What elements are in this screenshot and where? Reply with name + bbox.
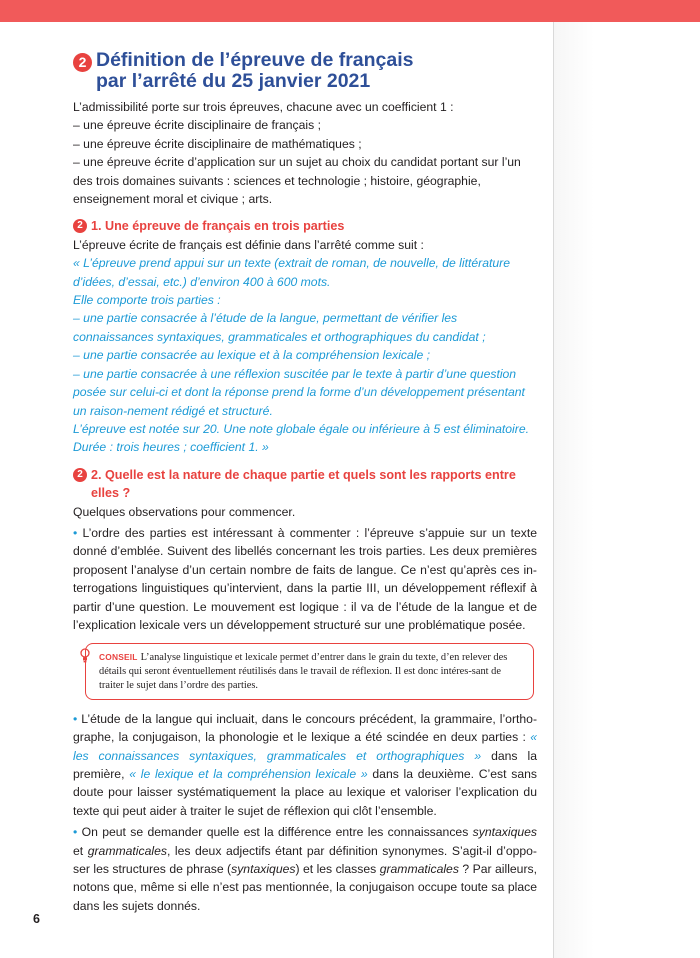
arrete-quote — [73, 254, 537, 456]
quote-line: L’épreuve est notée sur 20. Une note globale égale ou inférieure à 5 est éliminatoire. — [73, 421, 529, 436]
intro-line: – une épreuve écrite d’application sur un sujet au choix du candidat portant sur l’un des trois domaines suivants : sciences et technologie ; histoire, géographie, enseignement moral et civique ; arts. — [73, 155, 521, 207]
intro-line: – une épreuve écrite disciplinaire de mathématiques ; — [73, 136, 362, 151]
paragraph-text: et — [73, 843, 88, 858]
subsection-heading-text: 1. Une épreuve de français en trois parties — [91, 219, 345, 234]
paragraph-syntaxiques — [73, 823, 537, 915]
paragraph-text: dans la première, — [73, 748, 537, 781]
section-title-line2: par l’arrêté du 25 janvier 2021 — [96, 70, 371, 92]
paragraph-text: On peut se demander quelle est la différence entre les connaissances — [81, 825, 473, 840]
page-number: 6 — [33, 912, 40, 926]
subsection-heading-text: 2. Quelle est la nature de chaque partie et quels sont les rapports entre elles ? — [91, 467, 516, 501]
intro-line: L’admissibilité porte sur trois épreuves, chacune avec un coefficient 1 : — [73, 100, 454, 114]
subsection-heading-2 — [73, 466, 537, 503]
section-title-line1: Définition de l’épreuve de français — [96, 49, 414, 71]
subsection-heading-1 — [73, 217, 537, 235]
bullet: • — [73, 525, 83, 540]
quote-line: « L’épreuve prend appui sur un texte (extrait de roman, de nouvelle, de littérature d’idées, d’essai, etc.) d’environ 400 à 600 mots. — [73, 256, 510, 289]
paragraph-text: L’étude de la langue qui incluait, dans le concours précédent, la grammaire, l’ortho-graphe, la conjugaison, la phonologie et le lexique a été scindée en deux parties : — [73, 711, 538, 745]
quote-line: – une partie consacrée à l’étude de la langue, permettant de vérifier les connaissances syntaxiques, grammaticales et orthographiques du candidat ; — [73, 311, 486, 344]
paragraph-order — [73, 524, 537, 634]
intro-line: – une épreuve écrite disciplinaire de français ; — [73, 118, 321, 133]
paragraph: Quelques observations pour commencer. — [73, 504, 296, 519]
subsection-number-badge: 2 — [73, 468, 87, 482]
quote-line: Durée : trois heures ; coefficient 1. » — [73, 440, 269, 455]
quote-line: Elle comporte trois parties : — [73, 293, 221, 308]
emphasis: syntaxiques — [472, 825, 537, 840]
page-margin — [554, 22, 700, 958]
inline-quote: « les connaissances syntaxiques, grammaticales et orthographiques » — [73, 730, 537, 763]
inline-quote: « le lexique et la compréhension lexicale » — [129, 766, 368, 781]
bullet: • — [73, 825, 82, 840]
paragraph-etude-langue — [73, 710, 537, 820]
quote-line: – une partie consacrée à une réflexion suscitée par le texte à partir d’une question posée sur celui-ci et dont la réponse prend la forme d’un développement présentant un raison-nement rédigé et structuré. — [73, 366, 525, 418]
section-title — [73, 50, 537, 92]
emphasis: grammaticales — [87, 843, 167, 858]
conseil-text: L’analyse linguistique et lexicale permet d’entrer dans le grain du texte, d’en relever des détails qui seront éventuellement réutilisés dans le travail de réflexion. Il est donc intéres-sant de traiter le sujet dans l’ordre des parties. — [99, 652, 508, 691]
paragraph-text: dans la deuxième. C’est sans doute pour laisser systématiquement la place au lexique et valoriser l’explication du texte qui peut aider à traiter le sujet de réflexion qui clôt l’ensemble. — [73, 766, 537, 818]
bullet: • — [73, 711, 82, 726]
conseil-label: CONSEIL — [99, 652, 138, 663]
quote-line: – une partie consacrée au lexique et à la compréhension lexicale ; — [73, 348, 431, 363]
page-content — [73, 50, 537, 915]
conseil-box — [85, 643, 534, 699]
bulb-icon — [80, 648, 90, 663]
paragraph: L’épreuve écrite de français est définie dans l’arrêté comme suit : — [73, 237, 424, 252]
paragraph-text: ) et les classes — [295, 862, 380, 877]
emphasis: grammaticales — [379, 862, 459, 877]
header-color-bar — [0, 0, 700, 22]
paragraph-text: ? Par ailleurs, notons que, même si elle n’est pas mentionnée, la conjugaison occupe toute sa place dans les sujets donnés. — [73, 862, 537, 913]
section-number-badge: 2 — [73, 53, 92, 72]
subsection-number-badge: 2 — [73, 219, 87, 233]
paragraph-text: L’ordre des parties est intéressant à commenter : l’épreuve s’appuie sur un texte donné d’emblée. Suivent des libellés concernant les trois parties. Les deux premières proposent l’analyse d’un certain nombre de faits de langue. Ce n’est qu’après ces in-terrogations linguistiques qu’intervient, dans la partie III, un développement réflexif à partir d’une question. Le mouvement est logique : il va de l’étude de la langue et de l’explication lexicale vers un développement structuré sur une problématique posée. — [73, 525, 538, 632]
paragraph-text: , les deux adjectifs étant par définition synonymes. S’agit-il d’oppo-ser les structures de phrase ( — [73, 843, 537, 877]
intro-block — [73, 98, 537, 208]
emphasis: syntaxiques — [231, 862, 296, 877]
margin-divider — [553, 22, 554, 958]
